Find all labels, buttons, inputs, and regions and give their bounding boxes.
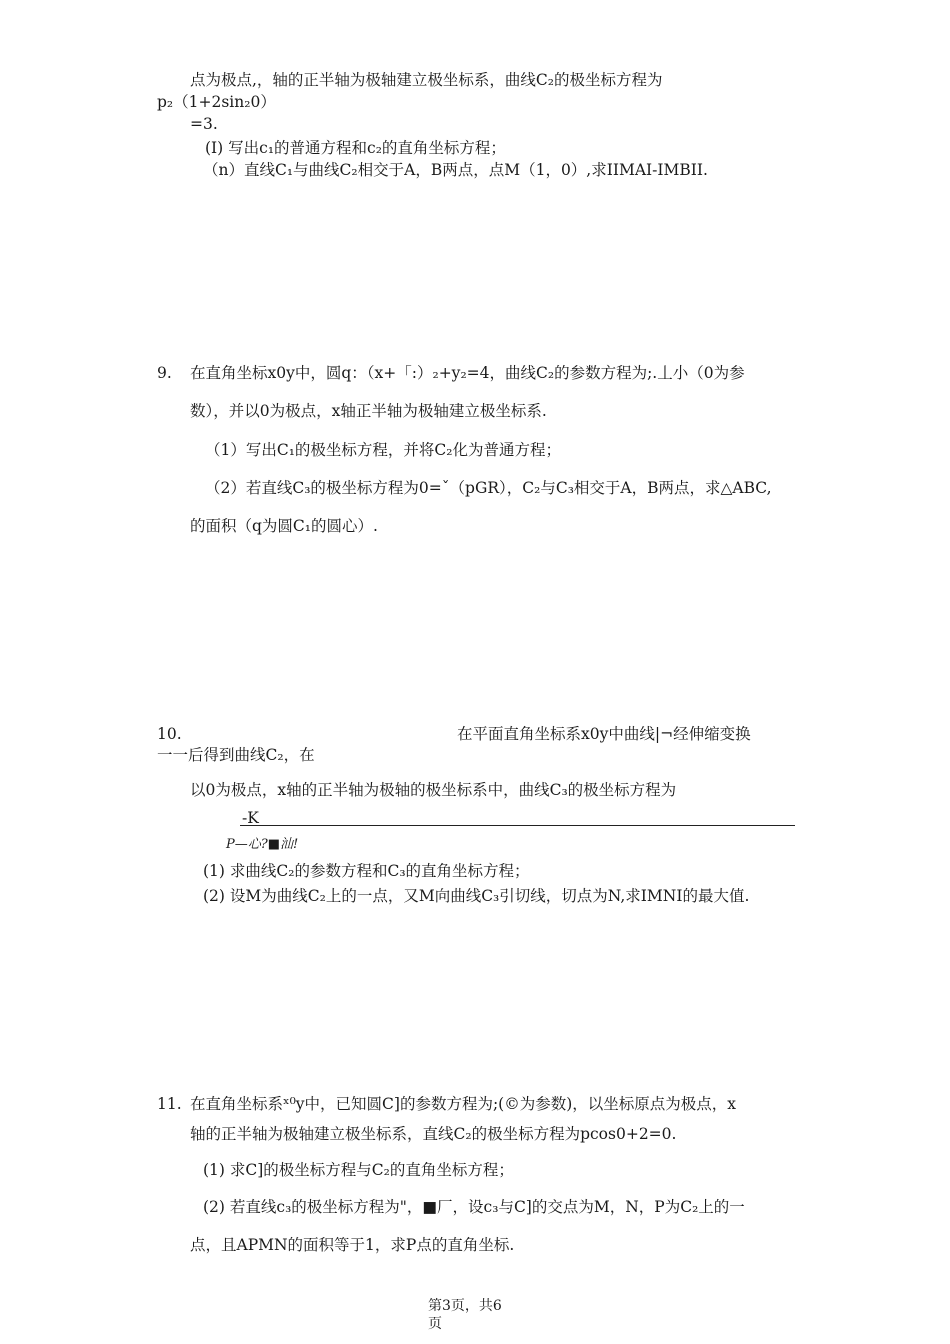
q11-line1: 在直角坐标系ˣ⁰y中，已知圆C]的参数方程为;(©为参数)，以坐标原点为极点，x xyxy=(190,1095,737,1113)
q10-line1: 在平面直角坐标系x0y中曲线|¬经伸缩变换 xyxy=(457,725,751,743)
q11-number: 11. xyxy=(157,1095,182,1113)
q10-part1: (1) 求曲线C₂的参数方程和C₃的直角坐标方程； xyxy=(203,862,530,880)
q10-part2: (2) 设M为曲线C₂上的一点，又M向曲线C₃引切线，切点为N,求IMNI的最大值. xyxy=(203,887,750,905)
q8-part2: （n）直线C₁与曲线C₂相交于A，B两点，点M（1，0）,求IIMAI-IMBII. xyxy=(203,161,708,179)
q9-line1: 在直角坐标x0y中，圆q：（x+「:）₂+y₂=4，曲线C₂的参数方程为;.丄小（0为参 xyxy=(190,364,745,382)
q9-line2: 数），并以0为极点，x轴正半轴为极轴建立极坐标系. xyxy=(190,402,547,420)
page-footer-line2: 页 xyxy=(428,1316,442,1332)
page-footer-line1: 第3页，共6 xyxy=(428,1298,502,1314)
q8-line2: p₂（1+2sin₂0） xyxy=(157,93,276,111)
q11-part2: (2) 若直线c₃的极坐标方程为"，■厂，设c₃与C]的交点为M，N，P为C₂上的一 xyxy=(203,1198,745,1216)
q8-line3: =3. xyxy=(190,115,218,133)
formula-rule xyxy=(240,825,795,826)
q9-part2: （2）若直线C₃的极坐标方程为0=ˇ（pGR），C₂与C₃相交于A，B两点，求△ABC, xyxy=(205,479,772,497)
q10-line2: 一一后得到曲线C₂，在 xyxy=(157,746,315,764)
q11-line2: 轴的正半轴为极轴建立极坐标系，直线C₂的极坐标方程为pcos0+2=0. xyxy=(190,1125,677,1143)
q9-part2b: 的面积（q为圆C₁的圆心）. xyxy=(190,517,378,535)
q11-part1: (1) 求C]的极坐标方程与C₂的直角坐标方程； xyxy=(203,1161,514,1179)
q10-number: 10. xyxy=(157,725,182,743)
q8-line1: 点为极点,，轴的正半轴为极轴建立极坐标系，曲线C₂的极坐标方程为 xyxy=(190,71,663,89)
q10-formula-bottom: P—心?■汕! xyxy=(226,837,299,852)
q11-part2b: 点，且APMN的面积等于1，求P点的直角坐标. xyxy=(190,1236,515,1254)
q8-part1: (Ⅰ) 写出c₁的普通方程和c₂的直角坐标方程； xyxy=(205,139,506,157)
q10-formula-top: -K xyxy=(242,809,259,827)
q10-line3: 以0为极点，x轴的正半轴为极轴的极坐标系中，曲线C₃的极坐标方程为 xyxy=(190,781,677,799)
q9-number: 9. xyxy=(157,364,172,382)
q9-part1: （1）写出C₁的极坐标方程，并将C₂化为普通方程； xyxy=(205,441,562,459)
